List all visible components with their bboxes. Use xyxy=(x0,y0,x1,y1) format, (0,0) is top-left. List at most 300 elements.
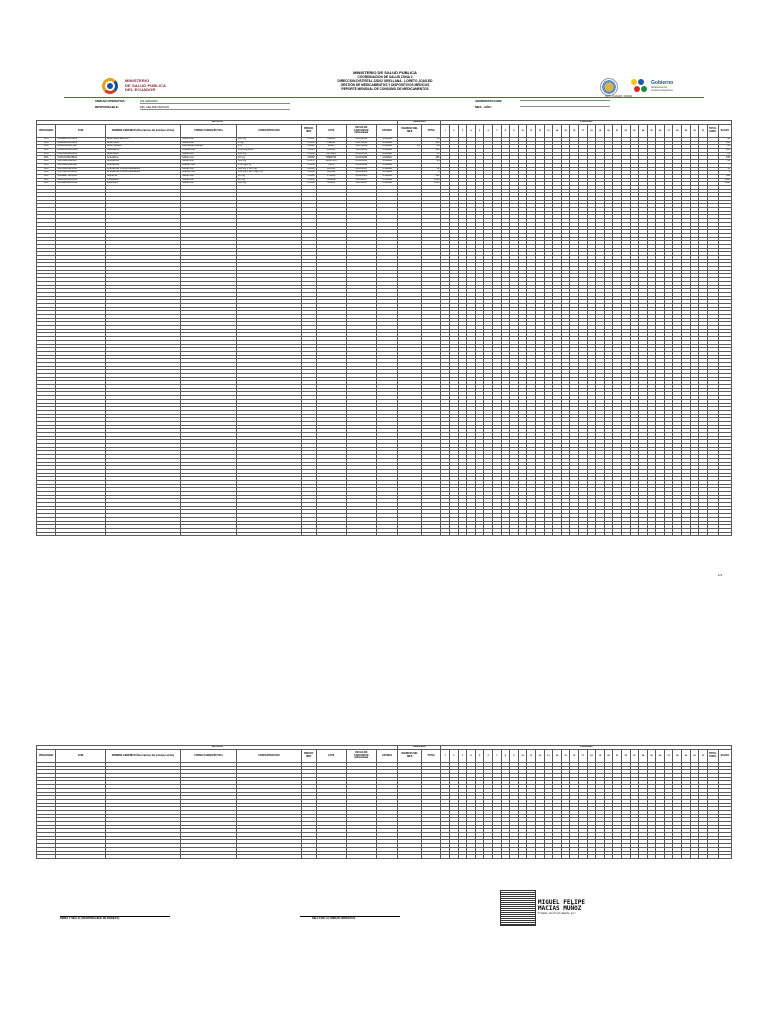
table-cell: USABLE xyxy=(376,149,398,153)
table-cell: Sólido oral xyxy=(181,182,237,186)
table-cell xyxy=(587,532,596,536)
day-column-header: 31 xyxy=(699,125,708,138)
group-detalle: DETALLE xyxy=(37,121,398,125)
day-column-header: 14 xyxy=(553,125,562,138)
day-column-header: 27 xyxy=(664,125,673,138)
table-cell: 0.0062 xyxy=(301,156,316,160)
responsible-label: RESPONSABLE: xyxy=(95,105,119,109)
table-cell xyxy=(718,532,731,536)
table-cell: MIS xyxy=(37,138,56,142)
day-column-header: 20 xyxy=(604,125,613,138)
table-cell: Sólido oral xyxy=(181,178,237,182)
group-consumo: CONSUMO xyxy=(441,121,732,125)
table-cell xyxy=(561,532,570,536)
day-column-header: 3 xyxy=(458,125,467,138)
table-cell: Sólido oral xyxy=(181,141,237,145)
table-cell xyxy=(105,532,180,536)
group-ingresos: INGRESOS xyxy=(398,746,441,750)
consumption-table-page-2 xyxy=(36,745,732,859)
column-header: NOMBRE GENÉRICO (Descripción del principio activo) xyxy=(105,750,180,763)
column-header: PROGRAMA xyxy=(37,125,56,138)
table-cell: A270025 xyxy=(316,152,346,156)
table-cell: Sólido oral xyxy=(181,167,237,171)
table-cell: 500 mg xyxy=(237,160,302,164)
table-cell: CTZ219 xyxy=(316,174,346,178)
ministry-logo xyxy=(100,75,188,97)
day-column-header: 2 xyxy=(450,750,459,763)
table-cell: USABLE xyxy=(376,152,398,156)
table-cell: 7 xyxy=(422,163,441,167)
table-cell: 20 xyxy=(422,145,441,149)
table-cell: 0.0067 xyxy=(301,138,316,142)
table-cell: 155 xyxy=(422,156,441,160)
table-cell: 400 mg xyxy=(237,152,302,156)
table-cell: USABLE xyxy=(376,167,398,171)
table-cell: 30/09/2026 xyxy=(346,171,376,175)
column-header: CONCENTRACIÓN xyxy=(237,750,302,763)
table-cell: Sólido oral xyxy=(181,174,237,178)
table-cell: 31/12/2026 xyxy=(346,160,376,164)
unit-value: CS AHUANO xyxy=(140,100,290,104)
table-cell: 360 xyxy=(422,174,441,178)
table-cell: Líquido oral xyxy=(181,171,237,175)
table-cell: 7 xyxy=(718,163,731,167)
table-cell xyxy=(450,532,459,536)
table-cell: R06AE0711011A2 xyxy=(56,174,105,178)
table-cell: Amoxicilina + Ácido clavulánico xyxy=(105,167,180,171)
day-column-header: 1 xyxy=(441,750,450,763)
table-cell: Sólido oral xyxy=(181,138,237,142)
table-cell: 100 mg xyxy=(237,138,302,142)
day-column-header: 10 xyxy=(518,125,527,138)
table-cell: 20 xyxy=(398,145,422,149)
table-cell: 30 xyxy=(718,138,731,142)
table-cell xyxy=(518,532,527,536)
table-cell xyxy=(510,532,519,536)
day-column-header: 25 xyxy=(647,125,656,138)
day-column-header: 3 xyxy=(458,750,467,763)
table-cell: 5 mg xyxy=(237,141,302,145)
day-column-header: 27 xyxy=(664,750,673,763)
table-cell: C03CA0161055A2 xyxy=(56,156,105,160)
day-column-header: 24 xyxy=(639,125,648,138)
table-cell xyxy=(596,532,605,536)
table-cell: Ácido fusídico xyxy=(105,145,180,149)
table-cell: 194 xyxy=(422,141,441,145)
table-cell: MIS xyxy=(37,171,56,175)
table-cell: USABLE xyxy=(376,174,398,178)
table-cell xyxy=(398,532,422,536)
table-cell: 100 mcg/dosis xyxy=(237,149,302,153)
table-cell: 11 xyxy=(718,167,731,171)
day-column-header: 6 xyxy=(484,750,493,763)
table-cell: Sólido oral xyxy=(181,156,237,160)
table-cell: 100 xyxy=(718,149,731,153)
day-column-header: 16 xyxy=(570,750,579,763)
day-column-header: 8 xyxy=(501,750,510,763)
column-header: FORMA FARMACÉUTICA xyxy=(181,750,237,763)
table-cell: 0.0150 xyxy=(301,178,316,182)
government-logo-text: Gobierno del Encuentro Juntos lo logramos xyxy=(651,80,674,92)
table-cell: Líquido oral xyxy=(181,149,237,153)
table-cell: 96 xyxy=(422,160,441,164)
table-cell: MIS xyxy=(37,156,56,160)
day-column-header: 16 xyxy=(570,125,579,138)
day-column-header: 28 xyxy=(673,125,682,138)
table-cell: Salbutamol xyxy=(105,149,180,153)
table-cell: 360 xyxy=(718,174,731,178)
table-cell xyxy=(37,532,56,536)
table-cell: Amoxicilina xyxy=(105,160,180,164)
group-ingresos: INGRESOS xyxy=(398,121,441,125)
table-cell: 194 xyxy=(718,141,731,145)
day-column-header: 15 xyxy=(561,125,570,138)
table-cell: 30/04/2026 xyxy=(346,138,376,142)
day-column-header: 5 xyxy=(475,125,484,138)
day-column-header: 9 xyxy=(510,125,519,138)
table-cell: 31/07/2026 xyxy=(346,141,376,145)
ministry-emblem-icon xyxy=(100,76,122,96)
column-header: CUM xyxy=(56,750,105,763)
month-year-value xyxy=(520,106,610,107)
day-column-header: 25 xyxy=(647,750,656,763)
table-cell: OM2408 xyxy=(316,178,346,182)
table-cell: 31/07/2026 xyxy=(346,145,376,149)
table-cell: Amoxicilina + Ácido clavulánico xyxy=(105,171,180,175)
table-cell: 140823 xyxy=(316,138,346,142)
table-cell: USABLE xyxy=(376,182,398,186)
column-header: FORMA FARMACÉUTICA xyxy=(181,125,237,138)
table-cell: Líquido oral xyxy=(181,163,237,167)
table-cell xyxy=(664,532,673,536)
admin-value xyxy=(520,100,610,101)
consumption-table-page-1 xyxy=(36,120,732,536)
table-cell: 24AB7001 xyxy=(316,160,346,164)
table-cell: 0.0110 xyxy=(301,174,316,178)
column-header: LOTE xyxy=(316,750,346,763)
day-column-header: 23 xyxy=(630,125,639,138)
table-cell xyxy=(376,532,398,536)
table-cell: Omeprazol xyxy=(105,178,180,182)
day-column-header: 9 xyxy=(510,750,519,763)
table-cell: CA2501 xyxy=(316,171,346,175)
table-cell: IB5012 xyxy=(316,182,346,186)
table-cell xyxy=(527,532,536,536)
table-cell: 31/03/2027 xyxy=(346,167,376,171)
column-header: PRECIO UNIT xyxy=(301,125,316,138)
table-cell xyxy=(553,532,562,536)
table-cell: 250 mg/5 ml xyxy=(237,163,302,167)
table-cell xyxy=(630,532,639,536)
ministry-logo-text: MINISTERIO DE SALUD PÚBLICA DEL ECUADOR xyxy=(125,77,166,93)
table-cell: 2 % xyxy=(237,145,302,149)
column-header: CONCENTRACIÓN xyxy=(237,125,302,138)
table-cell xyxy=(458,532,467,536)
table-cell: 0.0025 xyxy=(301,149,316,153)
table-cell: 155 xyxy=(718,156,731,160)
table-cell: MIS xyxy=(37,145,56,149)
table-cell xyxy=(604,532,613,536)
unit-label: UNIDAD OPERATIVA: xyxy=(95,99,126,103)
report-title: MINISTERIO DE SALUD PUBLICA COORDINACION DE SALUD ZONA 2 DIRECCION DISTRITAL 22D02 ORELLANA - LORETO JOAS-ED GESTIÓN DE MEDICAMENTOS Y DISPOSITIVOS MÉDICOS REPORTE MENSUAL DE CONSUMO DE MEDICAMENTOS xyxy=(337,70,433,91)
table-cell: Amlodipino xyxy=(105,156,180,160)
column-header: SALDO xyxy=(718,750,731,763)
day-column-header: 22 xyxy=(621,750,630,763)
consumption-grid xyxy=(36,745,732,859)
table-cell: 0.0106 xyxy=(301,141,316,145)
table-cell: MIS xyxy=(37,178,56,182)
column-header: ESTADO xyxy=(376,750,398,763)
day-column-header: 19 xyxy=(596,750,605,763)
day-column-header: 11 xyxy=(527,125,536,138)
day-column-header: 21 xyxy=(613,125,622,138)
column-header: FECHA DE CADUCIDAD dd/mm/aaaa xyxy=(346,125,376,138)
table-cell xyxy=(475,532,484,536)
day-column-header: 13 xyxy=(544,750,553,763)
day-column-header: 21 xyxy=(613,750,622,763)
table-cell xyxy=(690,532,699,536)
table-cell: MIS xyxy=(37,174,56,178)
day-column-header: 19 xyxy=(596,125,605,138)
table-cell: MIS xyxy=(37,141,56,145)
month-year-label: MES - AÑO: xyxy=(475,105,492,109)
unit-number: NRO. UNIDAD: 000000 xyxy=(605,95,633,98)
day-column-header: 2 xyxy=(450,125,459,138)
table-cell xyxy=(578,532,587,536)
column-header: FECHA DE CADUCIDAD dd/mm/aaaa xyxy=(346,750,376,763)
table-cell: 10 mg xyxy=(237,174,302,178)
table-cell: 11 xyxy=(422,167,441,171)
table-cell: USABLE xyxy=(376,145,398,149)
column-header: PROGRAMA xyxy=(37,750,56,763)
day-column-header: 18 xyxy=(587,750,596,763)
table-cell: Albendazol xyxy=(105,152,180,156)
table-cell: USABLE xyxy=(376,178,398,182)
ecuador-coat-of-arms-icon xyxy=(600,78,618,96)
column-header: TOTAL xyxy=(422,750,441,763)
column-header: INGRESO DEL MES xyxy=(398,750,422,763)
day-column-header: 30 xyxy=(690,750,699,763)
table-cell: 211108 xyxy=(316,141,346,145)
table-cell: 10 mg xyxy=(237,156,302,160)
column-header: CUM xyxy=(56,125,105,138)
table-cell xyxy=(535,532,544,536)
day-column-header: 17 xyxy=(578,125,587,138)
table-cell xyxy=(639,532,648,536)
table-cell: MIS xyxy=(37,149,56,153)
table-cell: 500 mg + 125 mg xyxy=(237,167,302,171)
table-cell: 1000 xyxy=(718,178,731,182)
column-header: SALDO xyxy=(718,125,731,138)
column-header: ESTADO xyxy=(376,125,398,138)
table-cell: A02BC0141055A2 xyxy=(56,178,105,182)
table-cell xyxy=(56,532,105,536)
table-cell: MIS xyxy=(37,163,56,167)
day-column-header: 24 xyxy=(639,750,648,763)
day-column-header: 29 xyxy=(682,750,691,763)
table-cell: 0.0160 xyxy=(301,182,316,186)
table-cell: 4 xyxy=(422,171,441,175)
day-column-header: 22 xyxy=(621,125,630,138)
table-cell xyxy=(613,532,622,536)
table-cell: Cetirizina xyxy=(105,174,180,178)
table-cell: 0.2800 xyxy=(301,167,316,171)
table-cell: R03AC0251B55A2 xyxy=(56,149,105,153)
table-cell xyxy=(544,532,553,536)
day-column-header: 20 xyxy=(604,750,613,763)
table-cell: USABLE xyxy=(376,141,398,145)
table-cell: Ácido fólico xyxy=(105,141,180,145)
column-header: INGRESO DEL MES xyxy=(398,125,422,138)
table-cell xyxy=(316,532,346,536)
table-cell: Amoxicilina xyxy=(105,163,180,167)
table-cell: 23 xyxy=(718,152,731,156)
responsible-value: MD. FELIPE MACIAS xyxy=(140,106,290,110)
table-cell: Ibuprofeno xyxy=(105,182,180,186)
day-column-header: 28 xyxy=(673,750,682,763)
table-cell xyxy=(422,532,441,536)
table-cell: 30/11/2026 xyxy=(346,174,376,178)
day-column-header: 23 xyxy=(630,750,639,763)
table-cell xyxy=(493,532,502,536)
table-cell xyxy=(570,532,579,536)
table-cell: M01AE0141055A2 xyxy=(56,182,105,186)
table-cell: LM9101 xyxy=(316,149,346,153)
day-column-header: 30 xyxy=(690,125,699,138)
column-header: TOTAL CONS. xyxy=(707,750,718,763)
table-cell: 0.8620 xyxy=(301,145,316,149)
admin-label: ADMINISTRACION: xyxy=(475,99,503,103)
table-cell: 20 mg xyxy=(237,178,302,182)
group-consumo: CONSUMO xyxy=(441,746,732,750)
day-column-header: 26 xyxy=(656,125,665,138)
table-cell: 0.4100 xyxy=(301,163,316,167)
table-cell: 30/06/2026 xyxy=(346,152,376,156)
day-column-header: 15 xyxy=(561,750,570,763)
table-cell xyxy=(467,532,476,536)
table-cell xyxy=(647,532,656,536)
day-column-header: 17 xyxy=(578,750,587,763)
table-cell: 0.0400 xyxy=(301,152,316,156)
day-column-header: 6 xyxy=(484,125,493,138)
column-header: LOTE xyxy=(316,125,346,138)
government-emblem-icon xyxy=(630,78,648,96)
table-cell: J01CA0441011A2 xyxy=(56,160,105,164)
table-cell: 400 mg xyxy=(237,182,302,186)
table-cell xyxy=(346,532,376,536)
table-cell: D06AX0111271ZZ xyxy=(56,145,105,149)
table-cell: A25052 xyxy=(316,167,346,171)
table-cell: 1.5000 xyxy=(301,171,316,175)
day-column-header: 31 xyxy=(699,750,708,763)
day-column-header: 13 xyxy=(544,125,553,138)
table-cell xyxy=(621,532,630,536)
day-column-header: 14 xyxy=(553,750,562,763)
table-cell: J01CA0441022A2 xyxy=(56,163,105,167)
table-cell: 31/08/2026 xyxy=(346,149,376,153)
column-header: TOTAL xyxy=(422,125,441,138)
day-column-header: 5 xyxy=(475,750,484,763)
table-cell: USABLE xyxy=(376,163,398,167)
table-cell: 1000 xyxy=(718,182,731,186)
column-header: NOMBRE GENÉRICO (Descripción del principio activo) xyxy=(105,125,180,138)
day-column-header: 4 xyxy=(467,125,476,138)
government-logo xyxy=(630,76,705,98)
table-cell: 0.0672 xyxy=(301,160,316,164)
table-cell: J01CR0241055A2 xyxy=(56,167,105,171)
table-cell xyxy=(656,532,665,536)
table-cell: 31/12/2026 xyxy=(346,156,376,160)
table-cell: USABLE xyxy=(376,156,398,160)
table-cell: 4 xyxy=(718,171,731,175)
table-cell: 31/10/2026 xyxy=(346,163,376,167)
column-header: PRECIO UNIT xyxy=(301,750,316,763)
table-cell: B03BB0161052A2 xyxy=(56,141,105,145)
table-cell: 1000 xyxy=(422,182,441,186)
table-cell: 96 xyxy=(718,160,731,164)
table-cell xyxy=(237,532,302,536)
table-cell: MIS xyxy=(37,152,56,156)
table-cell: USABLE xyxy=(376,160,398,164)
day-column-header: 12 xyxy=(535,125,544,138)
table-cell: MIS xyxy=(37,160,56,164)
table-cell xyxy=(699,532,708,536)
table-cell: 20 xyxy=(718,145,731,149)
column-header: TOTAL CONS. xyxy=(707,125,718,138)
day-column-header: 29 xyxy=(682,125,691,138)
table-cell xyxy=(707,532,718,536)
day-column-header: 12 xyxy=(535,750,544,763)
table-cell xyxy=(181,532,237,536)
table-cell: 23 xyxy=(422,152,441,156)
table-cell xyxy=(501,532,510,536)
day-column-header: 11 xyxy=(527,750,536,763)
table-cell xyxy=(682,532,691,536)
day-column-header: 18 xyxy=(587,125,596,138)
table-cell: USABLE xyxy=(376,138,398,142)
table-cell: N02BE0161052A2 xyxy=(56,138,105,142)
table-cell: USABLE xyxy=(376,171,398,175)
table-cell: MIS xyxy=(37,182,56,186)
day-column-header: 1 xyxy=(441,125,450,138)
table-cell: Sólido oral xyxy=(181,160,237,164)
table-cell xyxy=(484,532,493,536)
table-cell: Semisólido cutáneo xyxy=(181,145,237,149)
table-cell: 30 xyxy=(422,138,441,142)
day-column-header: 8 xyxy=(501,125,510,138)
table-cell: Ácido acetil salicílico xyxy=(105,138,180,142)
day-column-header: 26 xyxy=(656,750,665,763)
day-column-header: 7 xyxy=(493,125,502,138)
table-cell: 8231 xyxy=(316,163,346,167)
table-cell xyxy=(441,532,450,536)
day-column-header: 7 xyxy=(493,750,502,763)
group-detalle: DETALLE xyxy=(37,746,398,750)
table-row xyxy=(37,532,732,536)
table-cell: 250 mg + 62.5 mg/5 ml xyxy=(237,171,302,175)
table-cell: 31/08/2027 xyxy=(346,178,376,182)
table-cell: J01CR0241032A2 xyxy=(56,171,105,175)
table-cell: 100 xyxy=(422,149,441,153)
table-cell: Sólido oral xyxy=(181,152,237,156)
day-column-header: 4 xyxy=(467,750,476,763)
table-cell: 31/05/2027 xyxy=(346,182,376,186)
page-number: 1/1 xyxy=(718,573,723,577)
table-cell: P02CA0121025A2 xyxy=(56,152,105,156)
table-cell: 1000 xyxy=(422,178,441,182)
table-cell xyxy=(301,532,316,536)
table-cell xyxy=(673,532,682,536)
